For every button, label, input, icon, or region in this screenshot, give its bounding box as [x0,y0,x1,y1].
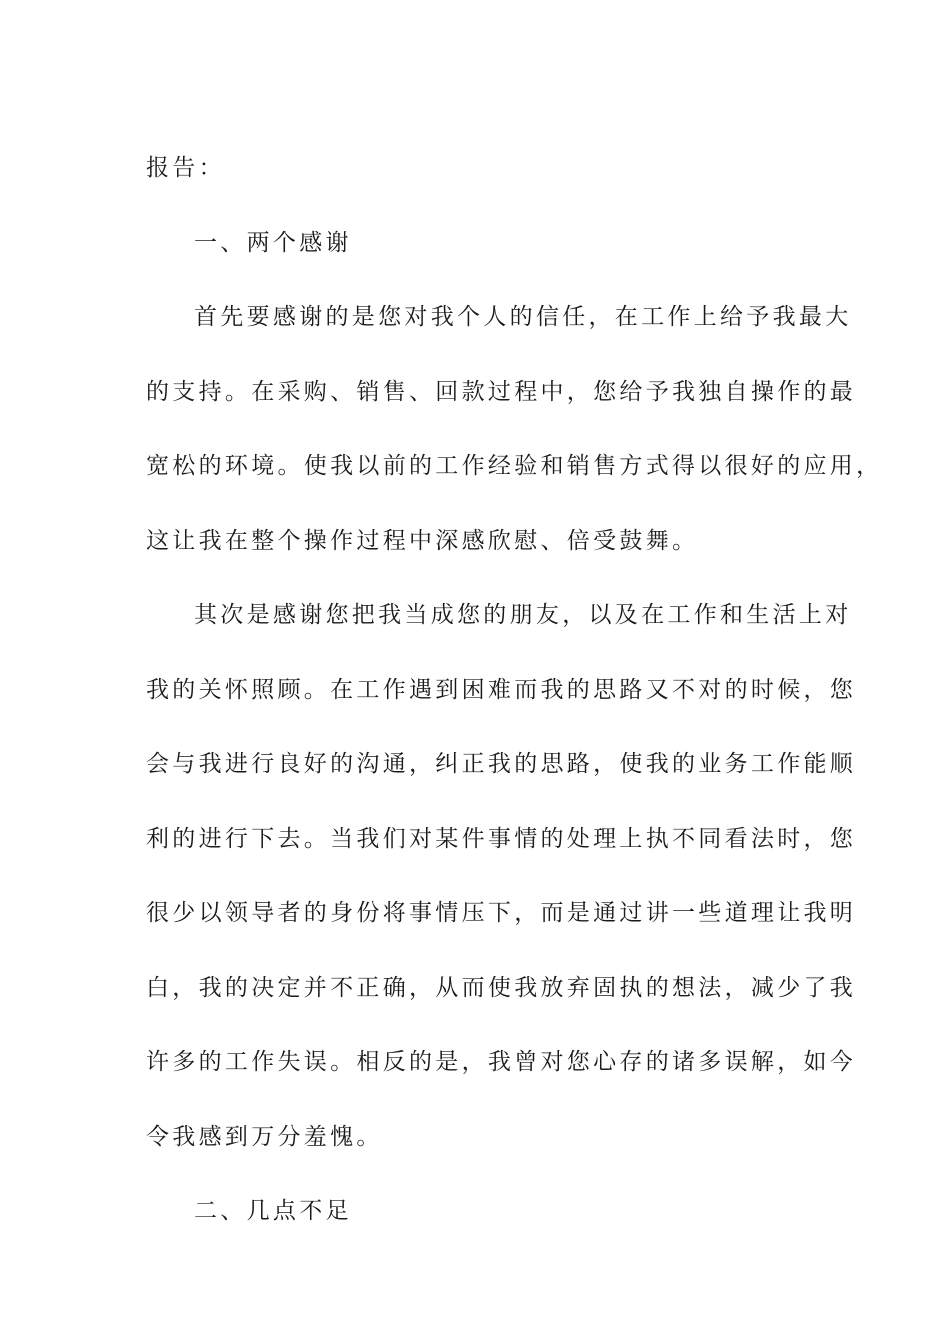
paragraph-line: 这让我在整个操作过程中深感欣慰、倍受鼓舞。 [146,527,699,554]
section-heading-1: 一、两个感谢 [194,229,352,256]
paragraph-line: 许多的工作失误。相反的是，我曾对您心存的诸多误解，如今 [146,1049,857,1075]
paragraph-line: 会与我进行良好的沟通，纠正我的思路，使我的业务工作能顺 [146,751,857,777]
paragraph-line: 首先要感谢的是您对我个人的信任，在工作上给予我最大 [194,304,852,330]
document-body [146,131,883,1249]
paragraph-line: 令我感到万分羞愧。 [146,1123,383,1150]
paragraph-line: 很少以领导者的身份将事情压下，而是通过讲一些道理让我明 [146,900,857,926]
section-heading-2: 二、几点不足 [194,1198,352,1224]
paragraph-line: 其次是感谢您把我当成您的朋友，以及在工作和生活上对 [194,602,852,628]
paragraph-line: 我的关怀照顾。在工作遇到困难而我的思路又不对的时候，您 [146,676,857,703]
paragraph-line: 白，我的决定并不正确，从而使我放弃固执的想法，减少了我 [146,974,857,1001]
report-label: 报告： [146,155,225,181]
paragraph-line: 利的进行下去。当我们对某件事情的处理上执不同看法时，您 [146,825,857,852]
paragraph-line: 宽松的环境。使我以前的工作经验和销售方式得以很好的应用， [146,453,883,479]
paragraph-line: 的支持。在采购、销售、回款过程中，您给予我独自操作的最 [146,378,857,405]
